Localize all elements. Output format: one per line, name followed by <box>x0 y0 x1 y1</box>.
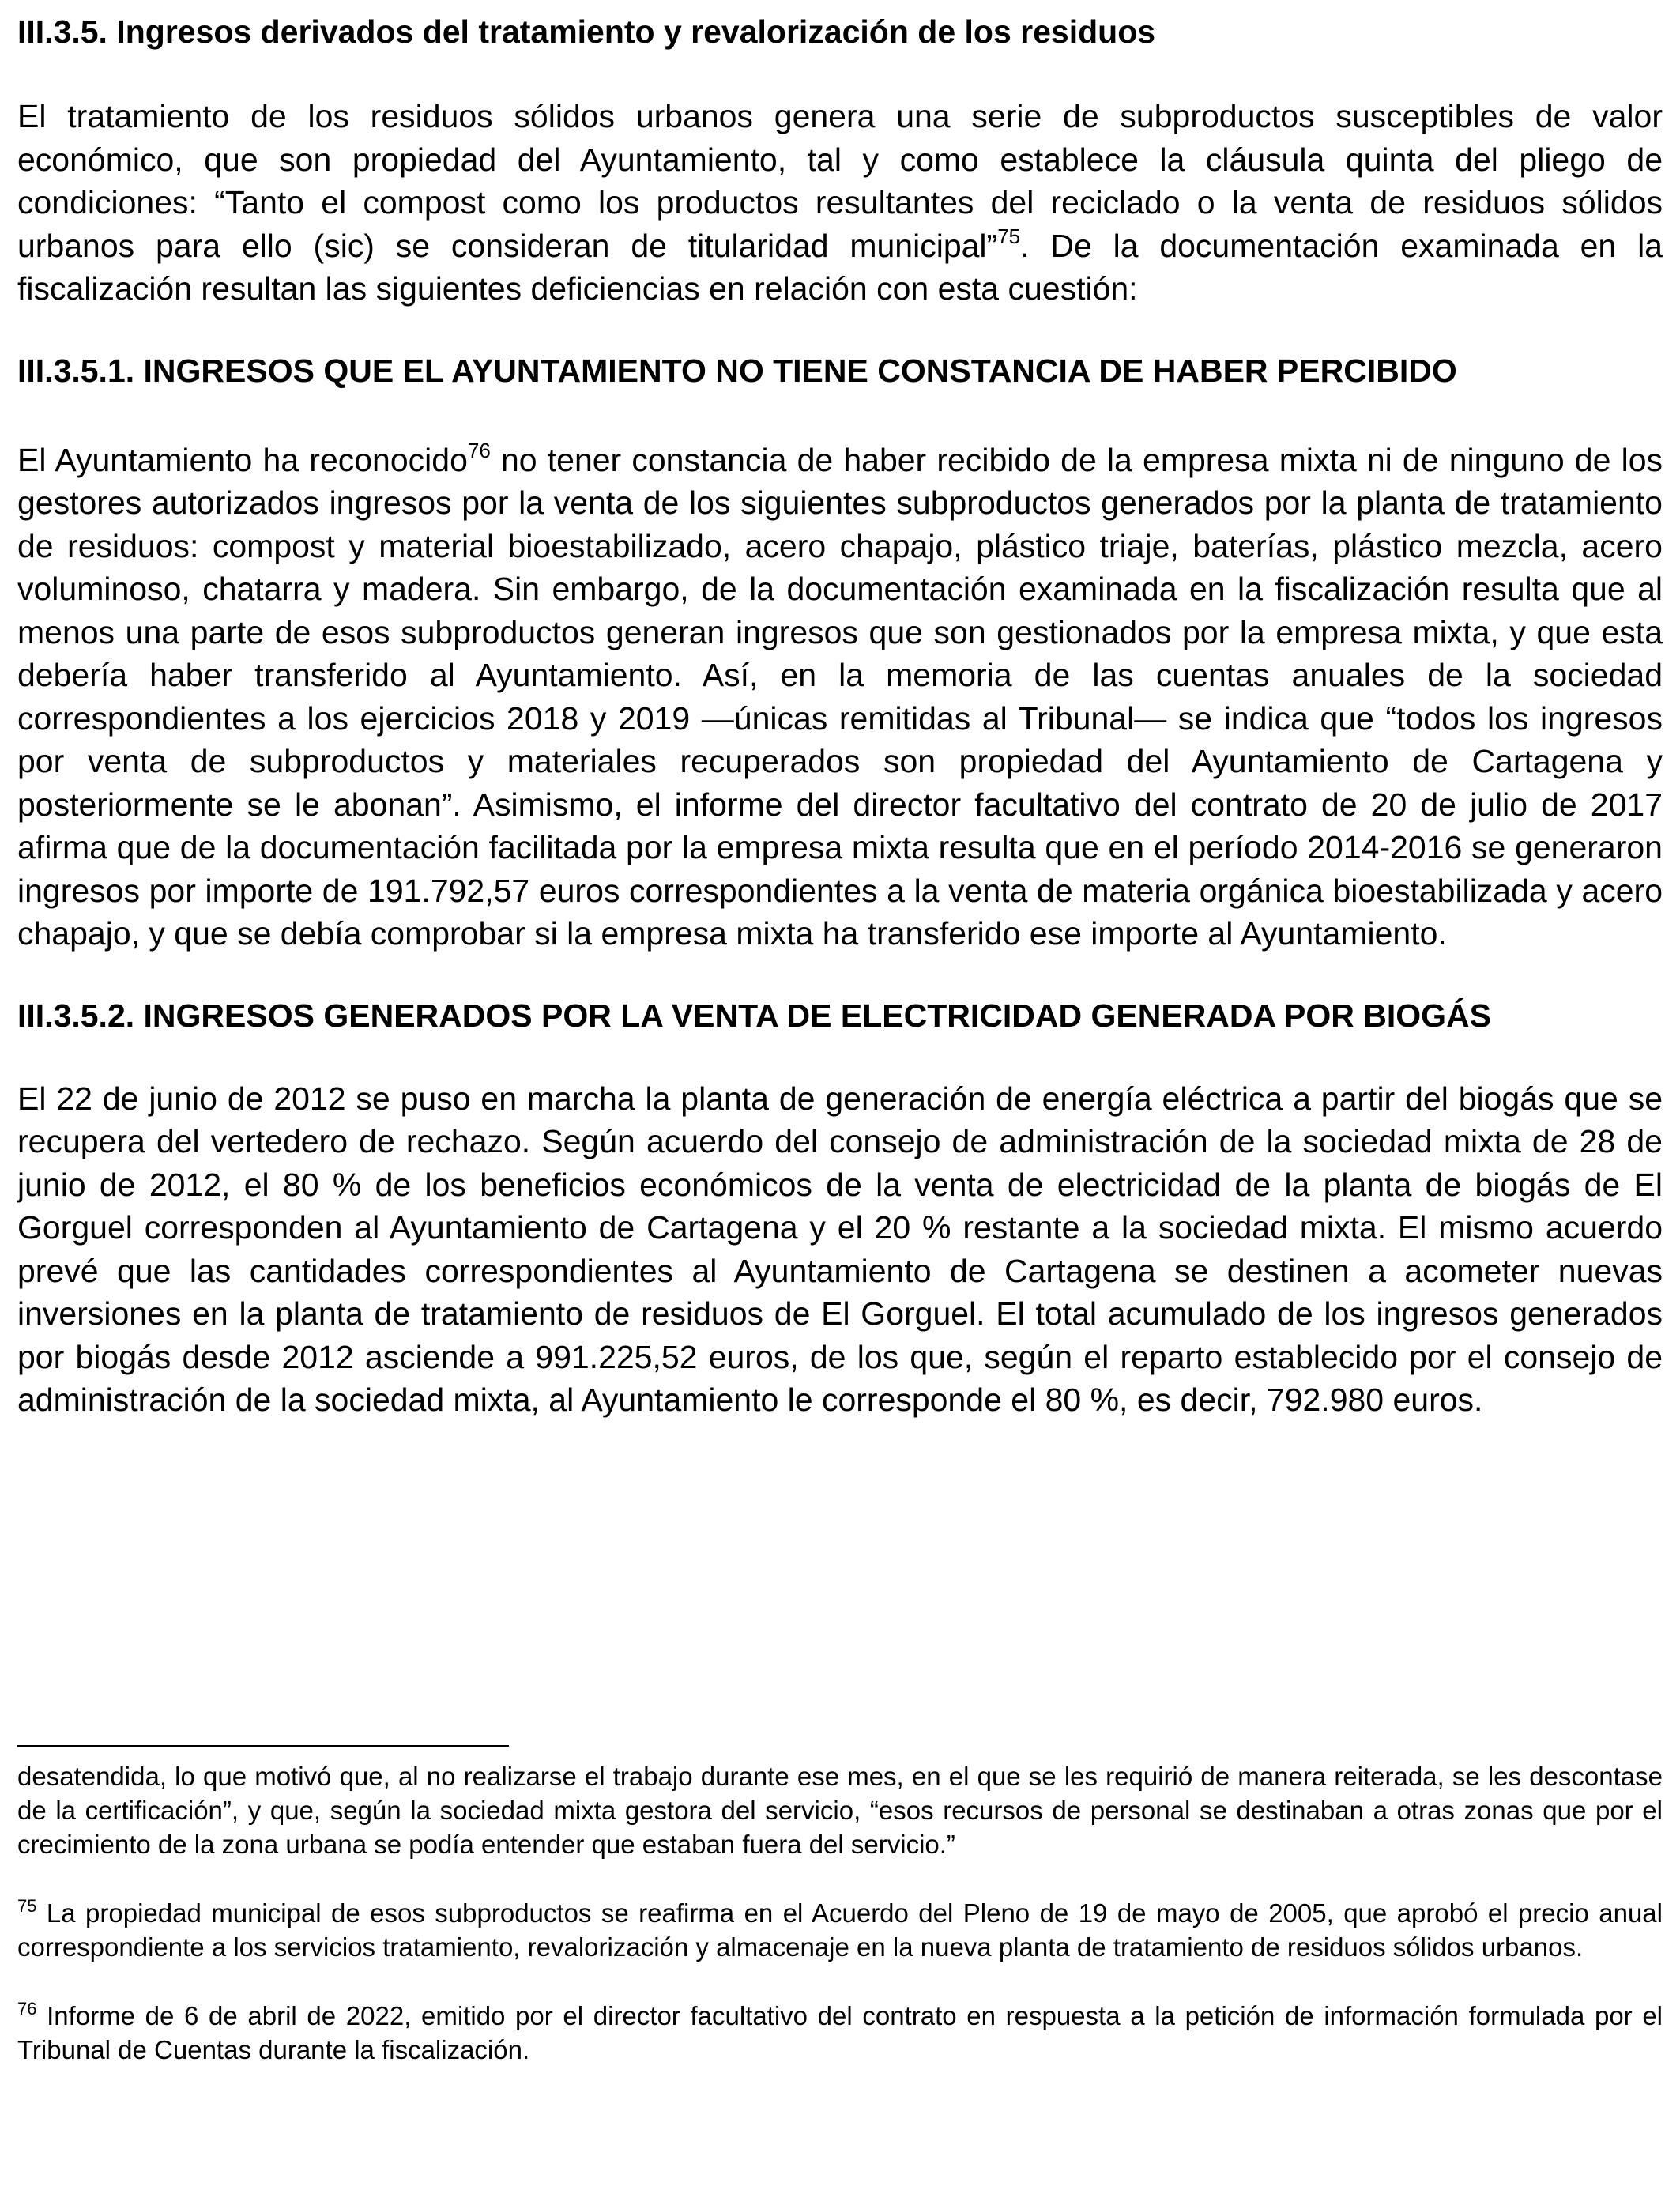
subsection-2-paragraph: El 22 de junio de 2012 se puso en marcha la planta de generación de energía eléctrica a partir del biogás que se recupera del vertedero de rechazo. Según acuerdo del consejo de administración de la sociedad mixta de 28 de junio de 2012, el 80 % de los beneficios económicos de la venta de electricidad de la planta de biogás de El Gorguel corresponden al Ayuntamiento de Cartagena y el 20 % restante a la sociedad mixta. El mismo acuerdo prevé que las cantidades correspondientes al Ayuntamiento de Cartagena se destinen a acometer nuevas inversiones en la planta de tratamiento de residuos de El Gorguel. El total acumulado de los ingresos generados por biogás desde 2012 asciende a 991.225,52 euros, de los que, según el reparto establecido por el consejo de administración de la sociedad mixta, al Ayuntamiento le corresponde el 80 %, es decir, 792.980 euros. <box>17 1080 1663 1418</box>
subsection-2-heading: III.3.5.2. INGRESOS GENERADOS POR LA VENTA DE ELECTRICIDAD GENERADA POR BIOGÁS <box>17 997 1491 1034</box>
subsection-1-text-part1: El Ayuntamiento ha reconocido <box>17 441 468 478</box>
intro-text-part1: El tratamiento de los residuos sólidos urbanos genera una serie de subproductos susceptibles de valor económico, que son propiedad del Ayuntamiento, tal y como establece la cláusula quinta del pliego de condiciones: “Tanto el compost como los productos resultantes del reciclado o la venta de residuos sólidos urbanos para ello (sic) se consideran de titularidad municipal” <box>17 98 1663 264</box>
spacer <box>17 1861 1663 1896</box>
footnote-separator <box>17 1745 509 1747</box>
intro-paragraph <box>17 95 1663 311</box>
spacer <box>17 393 1663 439</box>
footnote-76 <box>17 1999 1663 2067</box>
footnote-number: 76 <box>17 1999 37 2019</box>
footnote-ref-75[interactable]: 75 <box>997 224 1021 248</box>
section-heading: III.3.5. Ingresos derivados del tratamiento y revalorización de los residuos <box>17 13 1156 50</box>
subsection-1-paragraph <box>17 439 1663 956</box>
subsection-1-text-part2: no tener constancia de haber recibido de la empresa mixta ni de ninguno de los gestores autorizados ingresos por la venta de los siguientes subproductos generados por la planta de tratamiento de residuos: compost y material bioestabilizado, acero chapajo, plástico triaje, baterías, plástico mezcla, acero voluminoso, chatarra y madera. Sin embargo, de la documentación examinada en la fiscalización resulta que al menos una parte de esos subproductos generan ingresos que son gestionados por la empresa mixta, y que esta debería haber transferido al Ayuntamiento. Así, en la memoria de las cuentas anuales de la sociedad correspondientes a los ejercicios 2018 y 2019 —únicas remitidas al Tribunal— se indica que “todos los ingresos por venta de subproductos y materiales recuperados son propiedad del Ayuntamiento de Cartagena y posteriormente se le abonan”. Asimismo, el informe del director facultativo del contrato de 20 de julio de 2017 afirma que de la documentación facilitada por la empresa mixta resulta que en el período 2014-2016 se generaron ingresos por importe de 191.792,57 euros correspondientes a la venta de materia orgánica bioestabilizada y acero chapajo, y que se debía comprobar si la empresa mixta ha transferido ese importe al Ayuntamiento. <box>17 441 1663 952</box>
footnote-ref-76[interactable]: 76 <box>467 438 491 462</box>
spacer <box>17 956 1663 993</box>
subsection-1-heading: III.3.5.1. INGRESOS QUE EL AYUNTAMIENTO NO TIENE CONSTANCIA DE HABER PERCIBIDO <box>17 352 1457 389</box>
footnote-75 <box>17 1896 1663 1964</box>
footnote-continuation: desatendida, lo que motivó que, al no realizarse el trabajo durante ese mes, en el que se les requirió de manera reiterada, se les descontase de la certificación”, y que, según la sociedad mixta gestora del servicio, “esos recursos de personal se destinaban a otras zonas que por el crecimiento de la zona urbana se podía entender que estaban fuera del servicio.” <box>17 1762 1663 1859</box>
footnote-number: 75 <box>17 1896 37 1916</box>
document-page <box>17 0 1663 1422</box>
intro-text-part2: . De la documentación examinada en la fiscalización resultan las siguientes deficiencias en relación con esta cuestión: <box>17 227 1663 307</box>
footnote-text: La propiedad municipal de esos subproductos se reafirma en el Acuerdo del Pleno de 19 de mayo de 2005, que aprobó el precio anual correspondiente a los servicios tratamiento, revalorización y almacenaje en la nueva planta de tratamiento de residuos sólidos urbanos. <box>17 1898 1663 1962</box>
spacer <box>17 1038 1663 1077</box>
spacer <box>17 311 1663 349</box>
footnote-text: Informe de 6 de abril de 2022, emitido por el director facultativo del contrato en respuesta a la petición de información formulada por el Tribunal de Cuentas durante la fiscalización. <box>17 2001 1663 2064</box>
spacer <box>17 54 1663 95</box>
spacer <box>17 1964 1663 1999</box>
footnotes-area <box>17 1759 1663 2067</box>
